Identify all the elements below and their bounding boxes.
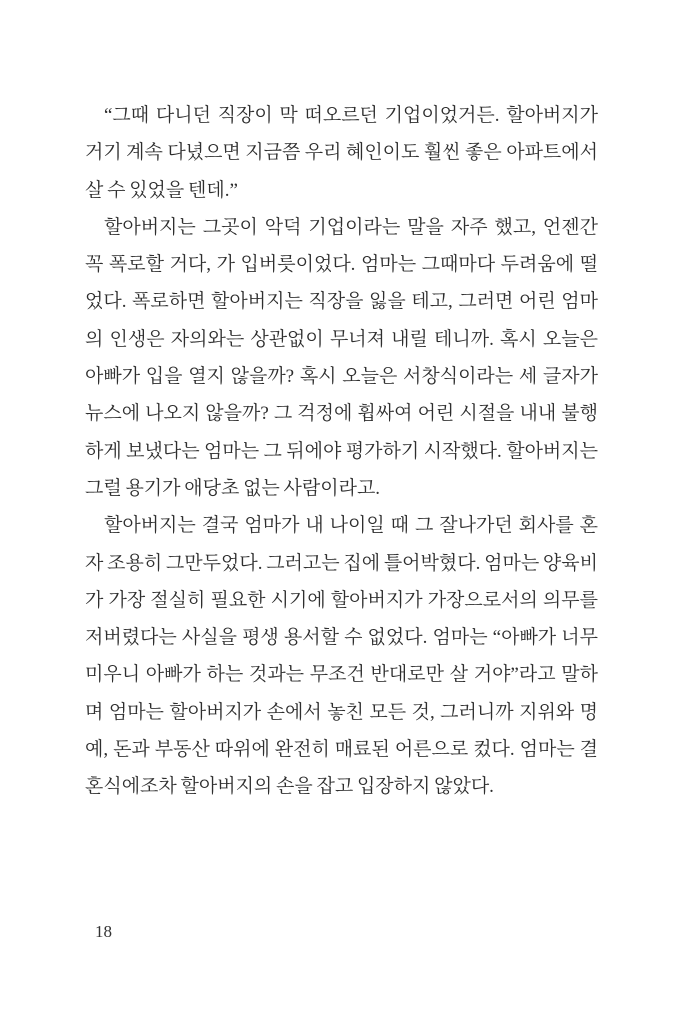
- text-line: 가 가장 절실히 필요한 시기에 할아버지가 가장으로서의 의무를: [85, 589, 598, 611]
- text-line: 뉴스에 나오지 않을까? 그 걱정에 휩싸여 어린 시절을 내내 불행: [85, 403, 598, 425]
- text-line: 었다. 폭로하면 할아버지는 직장을 잃을 테고, 그러면 어린 엄마: [85, 291, 598, 313]
- text-line: 미우니 아빠가 하는 것과는 무조건 반대로만 살 거야”라고 말하: [85, 664, 598, 686]
- text-line: 할아버지는 그곳이 악덕 기업이라는 말을 자주 했고, 언젠간: [104, 216, 598, 238]
- text-line: “그때 다니던 직장이 막 떠오르던 기업이었거든. 할아버지가: [104, 105, 598, 126]
- text-line: 살 수 있었을 텐데.”: [85, 179, 238, 201]
- body-text: [85, 97, 598, 806]
- text-line: 혼식에조차 할아버지의 손을 잡고 입장하지 않았다.: [85, 776, 494, 798]
- text-line: 예, 돈과 부동산 따위에 완전히 매료된 어른으로 컸다. 엄마는 결: [85, 739, 598, 761]
- text-line: 할아버지는 결국 엄마가 내 나이일 때 그 잘나가던 회사를 혼: [104, 515, 598, 537]
- text-line: 꼭 폭로할 거다, 가 입버릇이었다. 엄마는 그때마다 두려움에 떨: [85, 254, 598, 276]
- paragraph: [85, 209, 598, 507]
- text-line: 그럴 용기가 애당초 없는 사람이라고.: [85, 477, 381, 499]
- text-line: 거기 계속 다녔으면 지금쯤 우리 혜인이도 훨씬 좋은 아파트에서: [85, 142, 598, 164]
- paragraph: [85, 97, 598, 209]
- text-line: 자 조용히 그만두었다. 그러고는 집에 틀어박혔다. 엄마는 양육비: [85, 552, 598, 574]
- text-line: 아빠가 입을 열지 않을까? 혹시 오늘은 서창식이라는 세 글자가: [85, 366, 598, 388]
- text-line: 의 인생은 자의와는 상관없이 무너져 내릴 테니까. 혹시 오늘은: [85, 328, 598, 350]
- paragraph: [85, 507, 598, 805]
- page-number: 18: [95, 922, 112, 941]
- text-line: 저버렸다는 사실을 평생 용서할 수 없었다. 엄마는 “아빠가 너무: [85, 627, 598, 649]
- text-line: 며 엄마는 할아버지가 손에서 놓친 모든 것, 그러니까 지위와 명: [85, 701, 598, 723]
- text-line: 하게 보냈다는 엄마는 그 뒤에야 평가하기 시작했다. 할아버지는: [85, 440, 598, 462]
